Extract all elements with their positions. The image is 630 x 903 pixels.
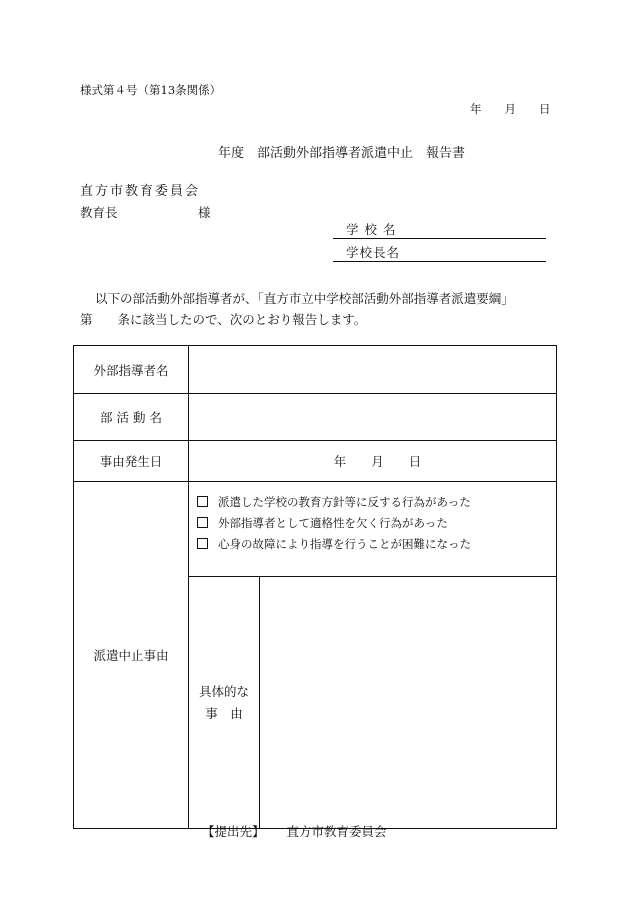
addressee-honorific: 様	[198, 205, 211, 220]
principal-name-field[interactable]	[333, 243, 546, 262]
reason-label: 派遣中止事由	[74, 482, 189, 829]
submit-to: 直方市教育委員会	[286, 824, 387, 839]
submission-destination	[202, 822, 387, 840]
checkbox-icon[interactable]	[197, 517, 208, 528]
submit-label: 【提出先】	[202, 824, 265, 839]
addressee-board: 直方市教育委員会	[80, 184, 201, 199]
intro-text-line-1: 以下の部活動外部指導者が、「直方市立中学校部活動外部指導者派遣要綱」	[95, 291, 514, 306]
intro-text-line-2: 第 条に該当したので、次のとおり報告します。	[80, 312, 367, 327]
school-name-label: 学 校 名	[346, 222, 397, 237]
date-year: 年	[470, 102, 482, 116]
detail-field[interactable]	[260, 577, 557, 829]
club-name-label: 部 活 動 名	[74, 394, 189, 441]
document-title: 年度 部活動外部指導者派遣中止 報告書	[218, 146, 466, 161]
checkbox-icon[interactable]	[197, 496, 208, 507]
reason-checkbox-group	[189, 482, 557, 577]
incident-date-label: 事由発生日	[74, 441, 189, 482]
reason-option-3[interactable]: 心身の故障により指導を行うことが困難になった	[197, 534, 556, 555]
date-day: 日	[539, 102, 551, 116]
incident-date-value: 年 月 日	[333, 454, 422, 469]
report-form-table	[73, 345, 557, 829]
form-number: 様式第４号（第13条関係）	[80, 83, 222, 97]
checkbox-icon[interactable]	[197, 538, 208, 549]
date-month: 月	[504, 102, 516, 116]
addressee-superintendent: 教育長	[80, 205, 118, 220]
school-name-field[interactable]	[333, 220, 546, 239]
submission-date	[470, 101, 551, 117]
instructor-name-label: 外部指導者名	[74, 346, 189, 394]
reason-option-1[interactable]: 派遣した学校の教育方針等に反する行為があった	[197, 492, 556, 513]
principal-name-label: 学校長名	[346, 245, 401, 260]
detail-label: 具体的な 事 由	[189, 577, 260, 829]
instructor-name-field[interactable]	[189, 346, 557, 394]
reason-option-2[interactable]: 外部指導者として適格性を欠く行為があった	[197, 513, 556, 534]
incident-date-field[interactable]	[189, 441, 557, 482]
club-name-field[interactable]	[189, 394, 557, 441]
